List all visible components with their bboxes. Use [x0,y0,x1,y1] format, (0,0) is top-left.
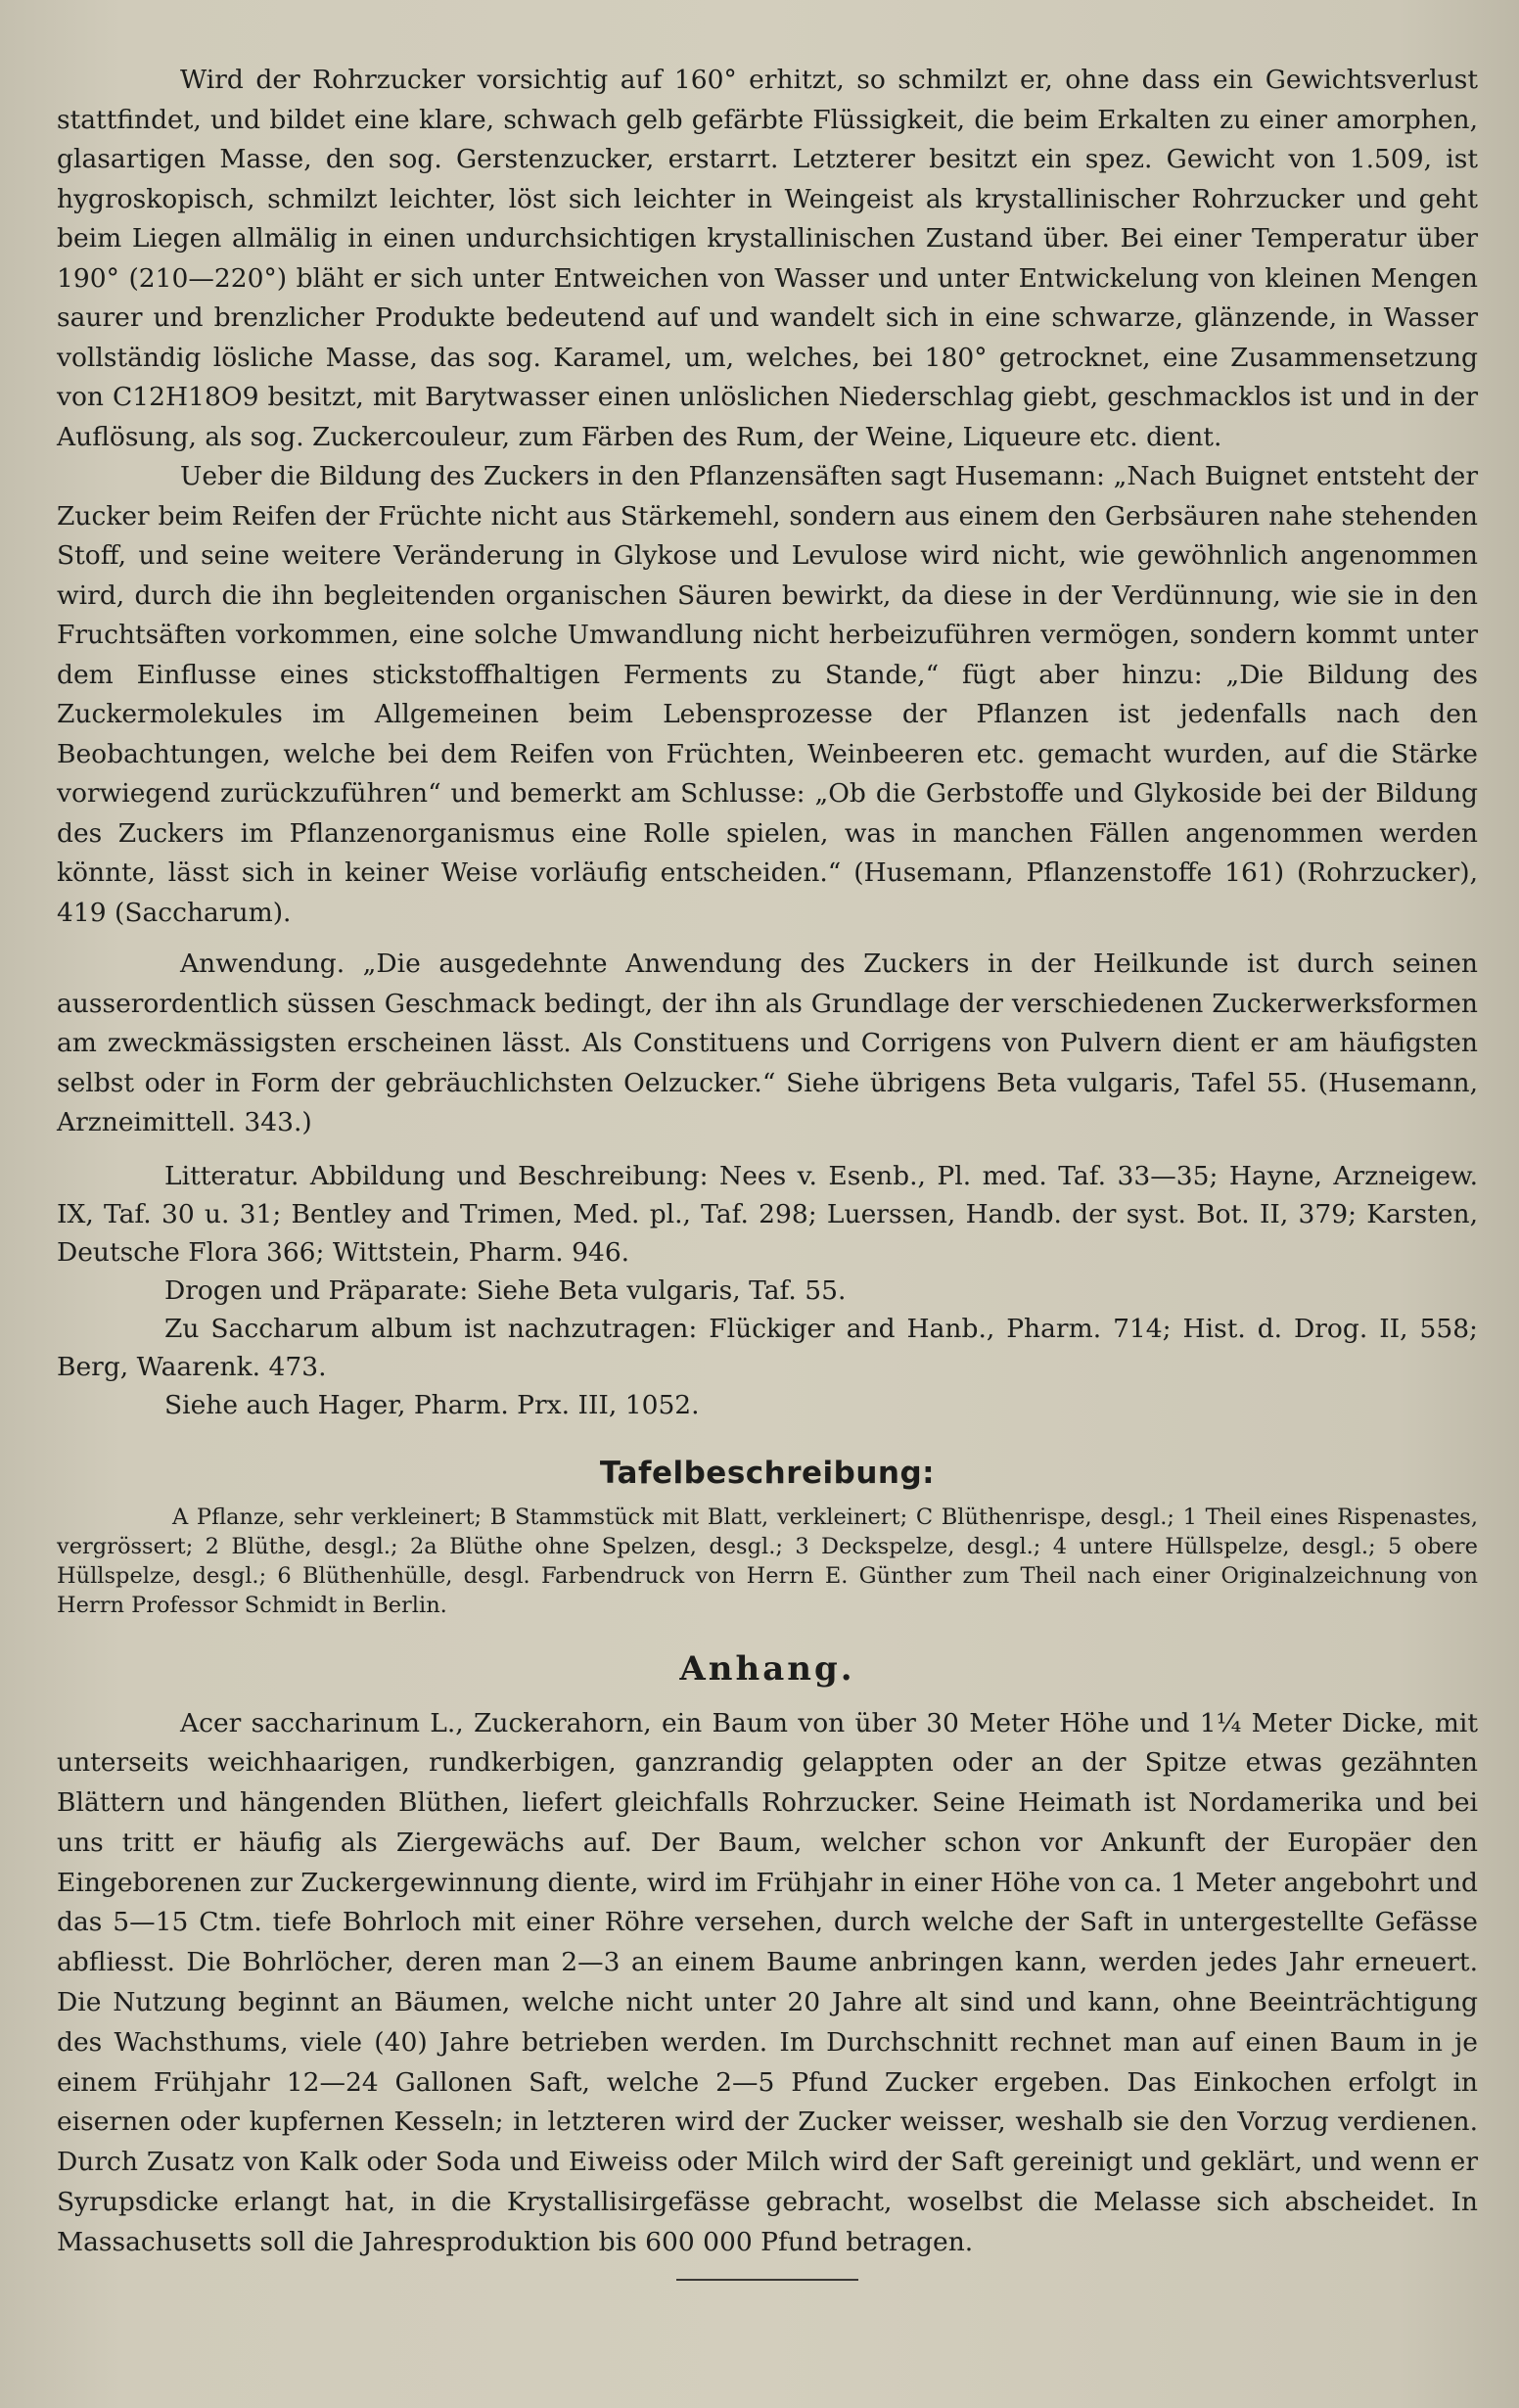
literature-saccharum-album: Zu Saccharum album ist nachzutragen: Flückiger and Hanb., Pharm. 714; Hist. d. Drog. II, 558; Berg, Waarenk. 473. [57,1313,1478,1382]
literature-drogen: Drogen und Präparate: Siehe Beta vulgaris, Taf. 55. [164,1274,847,1306]
anhang-heading: Anhang. [679,1648,855,1689]
paragraph-zuckerbildung: Ueber die Bildung des Zuckers in den Pflanzensäften sagt Husemann: „Nach Buignet entsteht der Zucker beim Reifen der Früchte nicht aus Stärkemehl, sondern aus einem den Gerbsäuren nahe stehenden Stoff, und seine weitere Veränderung in Glykose und Levulose wird nicht, wie gewöhnlich angenommen wird, durch die ihn begleitenden organischen Säuren bewirkt, da diese in der Verdünnung, wie sie in den Fruchtsäften vorkommen, eine solche Umwandlung nicht herbeizuführen vermögen, sondern kommt unter dem Einflusse eines stickstoffhaltigen Ferments zu Stande,“ fügt aber hinzu: „Die Bildung des Zuckermolekules im Allgemeinen beim Lebensprozesse der Pflanzen ist jedenfalls nach den Beobachtungen, welche bei dem Reifen von Früchten, Weinbeeren etc. gemacht wurden, auf die Stärke vorwiegend zurückzuführen“ und bemerkt am Schlusse: „Ob die Gerbstoffe und Glykoside bei der Bildung des Zuckers im Pflanzenorganismus eine Rolle spielen, was in manchen Fällen angenommen werden könnte, lässt sich in keiner Weise vorläufig entscheiden.“ (Husemann, Pflanzenstoffe 161) (Rohrzucker), 419 (Saccharum). [57,461,1478,928]
anhang-section [57,1647,1478,2281]
literature-abbildung: Litteratur. Abbildung und Beschreibung: Nees v. Esenb., Pl. med. Taf. 33—35; Hayne, Arzneigew. IX, Taf. 30 u. 31; Bentley and Trimen, Med. pl., Taf. 298; Luerssen, Handb. der syst. Bot. II, 379; Karsten, Deutsche Flora 366; Wittstein, Pharm. 946. [57,1160,1478,1268]
tafel-section [57,1454,1478,1620]
page-content [57,61,1478,2281]
anhang-text: Acer saccharinum L., Zuckerahorn, ein Baum von über 30 Meter Höhe und 1¼ Meter Dicke, mit unterseits weichhaarigen, rundkerbigen, ganzrandig gelappten oder an der Spitze etwas gezähnten Blättern und hängenden Blüthen, liefert gleichfalls Rohrzucker. Seine Heimath ist Nordamerika und bei uns tritt er häufig als Ziergewächs auf. Der Baum, welcher schon vor Ankunft der Europäer den Eingeborenen zur Zuckergewinnung diente, wird im Frühjahr in einer Höhe von ca. 1 Meter angebohrt und das 5—15 Ctm. tiefe Bohrloch mit einer Röhre versehen, durch welche der Saft in untergestellte Gefässe abfliesst. Die Bohrlöcher, deren man 2—3 an einem Baume anbringen kann, werden jedes Jahr erneuert. Die Nutzung beginnt an Bäumen, welche nicht unter 20 Jahre alt sind und kann, ohne Beeinträchtigung des Wachsthums, viele (40) Jahre betrieben werden. Im Durchschnitt rechnet man auf einen Baum in je einem Frühjahr 12—24 Gallonen Saft, welche 2—5 Pfund Zucker ergeben. Das Einkochen erfolgt in eisernen oder kupfernen Kesseln; in letzteren wird der Zucker weisser, weshalb sie den Vorzug verdienen. Durch Zusatz von Kalk oder Soda und Eiweiss oder Milch wird der Saft gereinigt und geklärt, und wenn er Syrupsdicke erlangt hat, in die Krystallisirgefässe gebracht, woselbst die Melasse sich abscheidet. In Massachusetts soll die Jahresproduktion bis 600 000 Pfund betragen. [57,1707,1478,2257]
literature-section [57,1157,1478,1424]
tafel-description: A Pflanze, sehr verkleinert; B Stammstück mit Blatt, verkleinert; C Blüthenrispe, desgl.; 1 Theil eines Rispenastes, vergrössert; 2 Blüthe, desgl.; 2a Blüthe ohne Spelzen, desgl.; 3 Deckspelze, desgl.; 4 untere Hüllspelze, desgl.; 5 obere Hüllspelze, desgl.; 6 Blüthenhülle, desgl. Farbendruck von Herrn E. Günther zum Theil nach einer Originalzeichnung von Herrn Professor Schmidt in Berlin. [57,1504,1478,1618]
paragraph-rohrzucker-erhitzen: Wird der Rohrzucker vorsichtig auf 160° erhitzt, so schmilzt er, ohne dass ein Gewichtsverlust stattfindet, und bildet eine klare, schwach gelb gefärbte Flüssigkeit, die beim Erkalten zu einer amorphen, glasartigen Masse, den sog. Gerstenzucker, erstarrt. Letzterer besitzt ein spez. Gewicht von 1.509, ist hygroskopisch, schmilzt leichter, löst sich leichter in Weingeist als krystallinischer Rohrzucker und geht beim Liegen allmälig in einen undurchsichtigen krystallinischen Zustand über. Bei einer Temperatur über 190° (210—220°) bläht er sich unter Entweichen von Wasser und unter Entwickelung von kleinen Mengen saurer und brenzlicher Produkte bedeutend auf und wandelt sich in eine schwarze, glänzende, in Wasser vollständig lösliche Masse, das sog. Karamel, um, welches, bei 180° getrocknet, eine Zusammensetzung von C12H18O9 besitzt, mit Barytwasser einen unlöslichen Niederschlag giebt, geschmacklos ist und in der Auflösung, als sog. Zuckercouleur, zum Färben des Rum, der Weine, Liqueure etc. dient. [57,65,1478,452]
literature-hager: Siehe auch Hager, Pharm. Prx. III, 1052. [164,1389,700,1420]
tafel-heading: Tafelbeschreibung: [599,1455,936,1491]
paragraph-anwendung: Anwendung. „Die ausgedehnte Anwendung des Zuckers in der Heilkunde ist durch seinen ausserordentlich süssen Geschmack bedingt, der ihn als Grundlage der verschiedenen Zuckerwerksformen am zweckmässigsten erscheinen lässt. Als Constituens und Corrigens von Pulvern dient er am häufigsten selbst oder in Form der gebräuchlichsten Oelzucker.“ Siehe übrigens Beta vulgaris, Tafel 55. (Husemann, Arzneimittell. 343.) [57,949,1478,1137]
end-rule [676,2279,858,2281]
